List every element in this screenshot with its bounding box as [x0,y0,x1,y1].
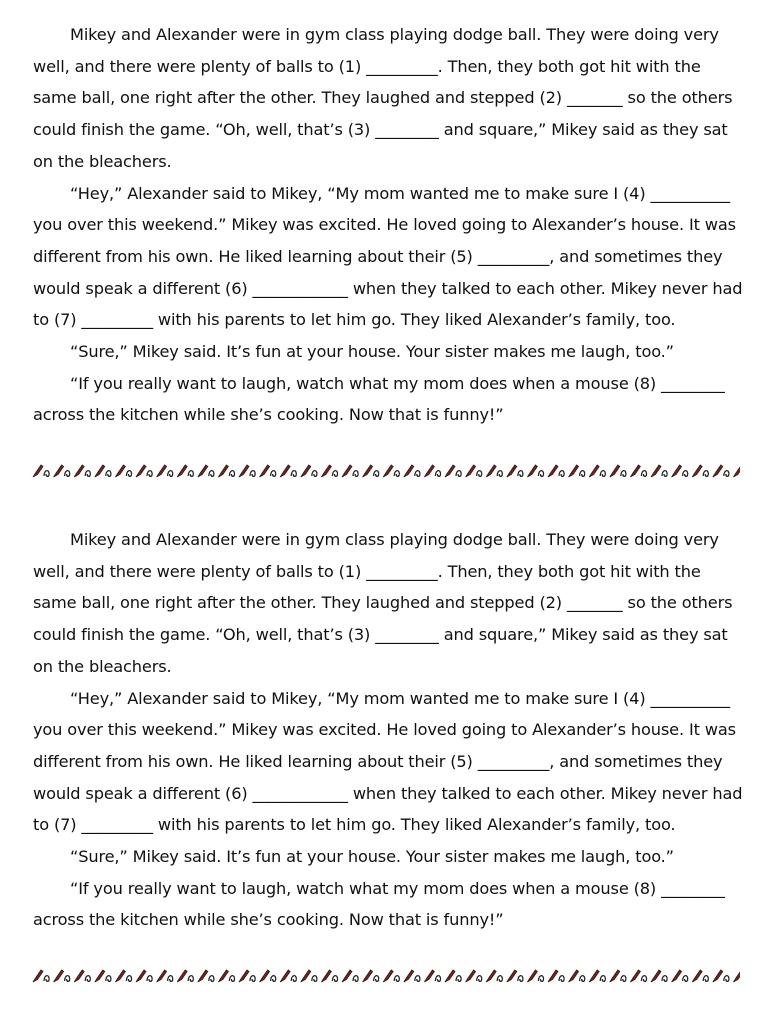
pencil-icon [260,970,276,982]
pencil-icon [548,970,564,982]
pencil-icon [672,465,688,477]
pencil-icon [713,970,729,982]
pencil-icon [692,465,708,477]
pencil-border-svg [30,968,740,984]
pencil-icon [301,970,317,982]
paragraph-2: “Hey,” Alexander said to Mikey, “My mom wanted me to make sure I (4) __________ you over this weekend.” Mikey was excited. He loved going to Alexander’s house. It was different from his own. He liked learning about their (5) _________, and sometimes they would speak a different (6) ____________ when they talked to each other. Mikey never had to (7) _________ with his parents to let him go. They liked Alexander’s family, too. [33,183,743,330]
pencil-icon [157,970,173,982]
paragraph-1: Mikey and Alexander were in gym class playing dodge ball. They were doing very well, and there were plenty of balls to (1) _________. Then, they both got hit with the same ball, one right after the other. They laughed and stepped (2) _______ so the others could finish the game. “Oh, well, that’s (3) ________ and square,” Mikey said as they sat on the bleachers. [33,25,733,171]
pencil-icon [692,970,708,982]
pencil-icon [342,970,358,982]
pencil-icon [54,465,70,477]
pencil-icon [527,465,543,477]
pencil-icon [74,970,90,982]
pencil-icon [239,970,255,982]
pencil-icon [445,970,461,982]
pencil-icon [177,970,193,982]
pencil-icon [33,970,49,982]
pencil-icon [280,970,296,982]
pencil-icon [363,465,379,477]
pencil-icon [383,970,399,982]
pencil-icon [486,970,502,982]
pencil-icon [569,465,585,477]
pencil-icon [321,970,337,982]
pencil-icon [115,465,131,477]
pencil-icon [651,970,667,982]
pencil-icon [651,465,667,477]
pencil-icon [239,465,255,477]
pencil-icon [569,970,585,982]
pencil-icon [280,465,296,477]
pencil-icon [404,970,420,982]
pencil-icon [672,970,688,982]
pencil-icon [301,465,317,477]
pencil-icon [548,465,564,477]
paragraph-3: “Sure,” Mikey said. It’s fun at your house. Your sister makes me laugh, too.” [70,847,674,867]
pencil-icon [33,465,49,477]
pencil-icon [630,970,646,982]
pencil-icon [157,465,173,477]
paragraph-4: “If you really want to laugh, watch what my mom does when a mouse (8) ________ across the kitchen while she’s cooking. Now that is funny!” [33,878,725,930]
pencil-icon [218,970,234,982]
passage-copy-2 [33,524,745,936]
pencil-icon [198,465,214,477]
pencil-icon [589,465,605,477]
paragraph-2: “Hey,” Alexander said to Mikey, “My mom wanted me to make sure I (4) __________ you over this weekend.” Mikey was excited. He loved going to Alexander’s house. It was different from his own. He liked learning about their (5) _________, and sometimes they would speak a different (6) ____________ when they talked to each other. Mikey never had to (7) _________ with his parents to let him go. They liked Alexander’s family, too. [33,688,743,835]
pencil-icon [136,970,152,982]
pencil-icon [404,465,420,477]
pencil-icon [95,465,111,477]
pencil-icon [136,465,152,477]
pencil-icon [507,970,523,982]
pencil-icon [115,970,131,982]
pencil-icon [218,465,234,477]
pencil-icon [507,465,523,477]
pencil-icon [610,970,626,982]
pencil-icon [445,465,461,477]
pencil-icon [321,465,337,477]
paragraph-1: Mikey and Alexander were in gym class playing dodge ball. They were doing very well, and there were plenty of balls to (1) _________. Then, they both got hit with the same ball, one right after the other. They laughed and stepped (2) _______ so the others could finish the game. “Oh, well, that’s (3) ________ and square,” Mikey said as they sat on the bleachers. [33,530,733,676]
pencil-icon [177,465,193,477]
pencil-icon [342,465,358,477]
pencil-icon [733,465,740,477]
pencil-icon [383,465,399,477]
paragraph-3: “Sure,” Mikey said. It’s fun at your house. Your sister makes me laugh, too.” [70,342,674,362]
pencil-icon [363,970,379,982]
pencil-icon [466,465,482,477]
pencil-icon [713,465,729,477]
pencil-icon [610,465,626,477]
pencil-icon [630,465,646,477]
pencil-icon [527,970,543,982]
pencil-icon [466,970,482,982]
pencil-icon [486,465,502,477]
pencil-icon [424,970,440,982]
pencil-icon [54,970,70,982]
pencil-border-icon [30,968,740,984]
pencil-icon [95,970,111,982]
pencil-border-svg [30,463,740,479]
pencil-icon [589,970,605,982]
pencil-icon [733,970,740,982]
pencil-icon [424,465,440,477]
pencil-icon [74,465,90,477]
pencil-icon [260,465,276,477]
pencil-icon [198,970,214,982]
pencil-border-icon [30,463,740,479]
paragraph-4: “If you really want to laugh, watch what my mom does when a mouse (8) ________ across the kitchen while she’s cooking. Now that is funny!” [33,373,725,425]
passage-copy-1 [33,19,745,431]
